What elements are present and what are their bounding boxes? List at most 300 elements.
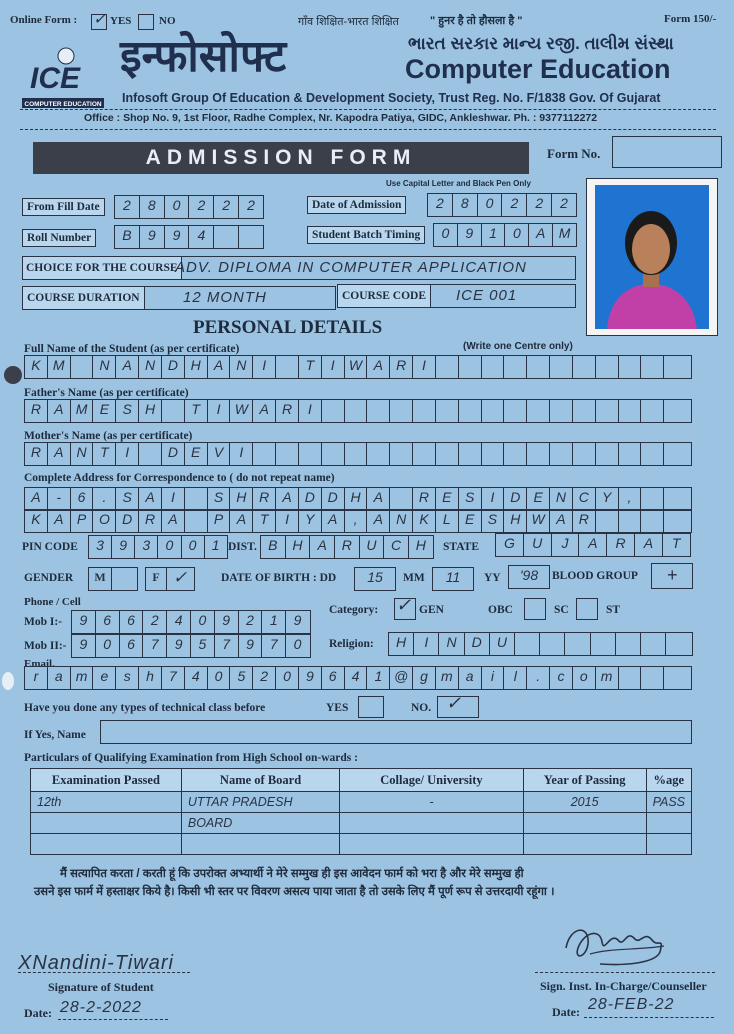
char-box: R [139, 510, 162, 532]
gender-f-check: ✓ [172, 568, 188, 587]
logo-text: ICE [30, 62, 81, 95]
char-box: Y [596, 488, 619, 510]
char-box: 2 [253, 667, 276, 689]
char-box: G [496, 534, 524, 556]
char-box: o [573, 667, 596, 689]
char-box: I [276, 510, 299, 532]
char-box: I [322, 356, 345, 378]
char-box: E [459, 510, 482, 532]
char-box [573, 400, 596, 422]
char-box: 9 [215, 611, 239, 633]
form-price: Form 150/- [664, 13, 717, 25]
char-box: O [93, 510, 116, 532]
char-box [664, 667, 686, 689]
online-yes-label: YES [110, 15, 132, 27]
char-box: S [482, 510, 505, 532]
mother-name-field[interactable] [24, 442, 692, 466]
category-gen-label: GEN [419, 604, 444, 616]
char-box: 1 [367, 667, 390, 689]
char-box: 7 [215, 635, 239, 657]
qualifying-table [30, 768, 692, 855]
char-box: I [413, 356, 436, 378]
char-box: H [139, 400, 162, 422]
cell[interactable]: BOARD [181, 813, 339, 834]
cell[interactable] [646, 813, 691, 834]
computer-education-title: Computer Education [405, 54, 671, 84]
char-box [413, 443, 436, 465]
char-box [71, 356, 94, 378]
personal-details-heading: PERSONAL DETAILS [193, 317, 383, 338]
brand-hindi: इन्फोसोफ्ट [120, 32, 287, 81]
char-box: R [573, 510, 596, 532]
char-box: 5 [191, 635, 215, 657]
capital-note: Use Capital Letter and Black Pen Only [386, 179, 531, 188]
qualifying-heading: Particulars of Qualifying Examination from High School on-wards : [24, 752, 358, 764]
pin-label: PIN CODE [22, 541, 78, 553]
char-box: 5 [230, 667, 253, 689]
dob-yy-label: YY [484, 572, 501, 584]
char-box: 2 [143, 611, 167, 633]
gender-f-field[interactable]: F ✓ [145, 567, 195, 591]
char-box [527, 356, 550, 378]
char-box: I [116, 443, 139, 465]
dob-mm-label: MM [403, 572, 425, 584]
char-box: P [208, 510, 231, 532]
course-code-label: COURSE CODE [338, 285, 431, 307]
course-code-value: ICE 001 [456, 287, 518, 304]
char-box: R [276, 400, 299, 422]
char-box [596, 356, 619, 378]
char-box [527, 443, 550, 465]
online-form-label: Online Form : [10, 14, 78, 26]
table-row[interactable] [31, 834, 692, 855]
religion-field[interactable] [388, 632, 693, 656]
student-date-label: Date: [24, 1006, 52, 1020]
char-box [619, 510, 642, 532]
char-box: D [116, 510, 139, 532]
from-fill-date-field[interactable]: 2 8 0 2 2 2 [114, 195, 264, 219]
tech-no-checkbox[interactable]: ✓ [437, 696, 479, 718]
char-box: A [253, 400, 276, 422]
char-box: S [116, 400, 139, 422]
char-box: l [504, 667, 527, 689]
char-box: N [550, 488, 573, 510]
char-box: e [93, 667, 116, 689]
char-box: K [413, 510, 436, 532]
col-percentage: %age [646, 769, 691, 792]
char-box [515, 633, 540, 655]
char-box: s [116, 667, 139, 689]
char-box: E [93, 400, 116, 422]
address-line-1[interactable] [24, 487, 692, 511]
category-st-label: ST [606, 604, 621, 616]
char-box: . [93, 488, 116, 510]
date-of-admission-field[interactable]: 2 8 0 2 2 2 [427, 193, 577, 217]
char-box: R [25, 400, 48, 422]
char-box [664, 443, 686, 465]
char-box [253, 443, 276, 465]
char-box [619, 400, 642, 422]
dob-mm-field[interactable]: 11 [432, 567, 474, 591]
cell[interactable] [523, 813, 646, 834]
char-box: W [527, 510, 550, 532]
char-box: 6 [120, 611, 144, 633]
slogan-hindi: " हुनर है तो हौसला है " [430, 15, 523, 27]
full-name-field[interactable] [24, 355, 692, 379]
char-box [527, 400, 550, 422]
mob2-label: Mob II:- [24, 640, 67, 652]
char-box: U [490, 633, 515, 655]
char-box: A [276, 488, 299, 510]
declaration-line-1: मैं सत्यापित करता / करती हूं कि उपरोक्त अभ्यार्थी ने मेरे सम्मुख ही इस आवेदन फार्म को भरा है और मेरे सम्मुख ही [60, 868, 524, 880]
char-box: A [48, 443, 71, 465]
char-box: J [552, 534, 580, 556]
char-box [322, 400, 345, 422]
char-box: U [524, 534, 552, 556]
incharge-date-line [584, 1017, 714, 1018]
char-box [550, 356, 573, 378]
char-box [641, 356, 664, 378]
course-duration-field[interactable] [22, 286, 336, 310]
char-box [619, 667, 642, 689]
cell[interactable]: 12th [31, 792, 182, 813]
char-box: 4 [167, 611, 191, 633]
char-box: D [504, 488, 527, 510]
full-name-label: Full Name of the Student (as per certificate) [24, 343, 240, 355]
category-gen-checkbox[interactable]: ✓ [394, 598, 416, 620]
char-box [616, 633, 641, 655]
char-box: H [389, 633, 414, 655]
char-box: 1 [211, 537, 220, 553]
address-label: Complete Address for Correspondence to ( do not repeat name) [24, 472, 335, 484]
course-code-field[interactable] [337, 284, 576, 308]
pin-field[interactable] [88, 535, 228, 559]
char-box: 4 [185, 667, 208, 689]
char-box: i [482, 667, 505, 689]
char-box [459, 443, 482, 465]
category-sc-checkbox[interactable] [576, 598, 598, 620]
char-box [299, 443, 322, 465]
char-box: V [208, 443, 231, 465]
char-box [459, 356, 482, 378]
char-box: N [139, 356, 162, 378]
char-box: I [482, 488, 505, 510]
course-choice-value: ADV. DIPLOMA IN COMPUTER APPLICATION [175, 259, 527, 276]
char-box: 3 [89, 536, 112, 558]
char-box [619, 443, 642, 465]
char-box [641, 633, 666, 655]
char-box: E [436, 488, 459, 510]
col-board: Name of Board [181, 769, 339, 792]
char-box [550, 400, 573, 422]
char-box: N [93, 356, 116, 378]
category-obc-checkbox[interactable] [524, 598, 546, 620]
roll-number-label: Roll Number [22, 229, 96, 247]
mob1-field[interactable] [71, 610, 311, 634]
char-box: I [162, 488, 185, 510]
char-box: 6 [322, 667, 345, 689]
char-box: 6 [96, 611, 120, 633]
char-box [664, 400, 686, 422]
char-box: A [208, 356, 231, 378]
char-box: A [322, 510, 345, 532]
char-box [436, 400, 459, 422]
char-box: N [71, 443, 94, 465]
char-box: 9 [72, 611, 96, 633]
char-box: 9 [299, 667, 322, 689]
char-box: 0 [208, 667, 231, 689]
char-box: M [48, 356, 71, 378]
char-box [390, 400, 413, 422]
divider-top [20, 109, 716, 110]
char-box [459, 400, 482, 422]
char-box: - [48, 488, 71, 510]
char-box: m [436, 667, 459, 689]
char-box: D [465, 633, 490, 655]
dob-yy-field[interactable]: '98 [508, 565, 550, 589]
char-box [413, 400, 436, 422]
char-box: A [367, 356, 390, 378]
incharge-date-value: 28-FEB-22 [588, 996, 675, 1013]
category-obc-label: OBC [488, 604, 513, 616]
dob-dd-field[interactable]: 15 [354, 567, 396, 591]
char-box [482, 400, 505, 422]
char-box: S [116, 488, 139, 510]
category-label: Category: [329, 604, 379, 616]
cell[interactable]: PASS [646, 792, 691, 813]
char-box [390, 488, 413, 510]
char-box [550, 443, 573, 465]
char-box [641, 667, 664, 689]
declaration-line-2: उसने इस फार्म में हस्ताक्षर किये है। किसी भी स्तर पर विवरण असत्य पाया जाता है तो उसके लिए मैं पूर्ण रूप से उत्तरदायी रहूंगा । [34, 886, 555, 898]
roll-number-field[interactable]: B 9 9 4 [114, 225, 264, 249]
char-box: R [413, 488, 436, 510]
char-box: h [139, 667, 162, 689]
char-box: c [550, 667, 573, 689]
from-fill-date-label: From Fill Date [22, 198, 105, 216]
cell[interactable] [31, 834, 182, 855]
char-box: 9 [112, 536, 135, 558]
char-box: H [286, 536, 311, 558]
char-box: g [413, 667, 436, 689]
char-box: W [345, 356, 368, 378]
address-line-2[interactable] [24, 509, 692, 533]
char-box: 6 [71, 488, 94, 510]
tagline-hindi: गाँव शिक्षित-भारत शिक्षित [298, 16, 399, 28]
char-box: 0 [276, 667, 299, 689]
char-box [619, 356, 642, 378]
char-box [664, 356, 686, 378]
char-box: B [261, 536, 286, 558]
char-box: C [573, 488, 596, 510]
char-box [504, 443, 527, 465]
char-box: I [299, 400, 322, 422]
incharge-date-label: Date: [552, 1005, 580, 1019]
student-signature-label: Signature of Student [48, 980, 154, 994]
col-exam-passed: Examination Passed [31, 769, 182, 792]
char-box: , [619, 488, 642, 510]
cell[interactable]: - [340, 792, 523, 813]
char-box: @ [390, 667, 413, 689]
char-box: I [208, 400, 231, 422]
char-box [345, 443, 368, 465]
char-box: N [390, 510, 413, 532]
char-box: A [162, 510, 185, 532]
cell[interactable]: 2015 [523, 792, 646, 813]
govt-line: ભારત સરકાર માન્ય રજી. તાલીમ સંસ્થા [408, 34, 674, 53]
cell[interactable] [181, 834, 339, 855]
father-name-field[interactable] [24, 399, 692, 423]
tech-yes-checkbox[interactable] [358, 696, 384, 718]
char-box: U [360, 536, 385, 558]
char-box [276, 443, 299, 465]
incharge-sig-line [535, 972, 715, 973]
char-box: I [230, 443, 253, 465]
form-no-field[interactable] [612, 136, 722, 168]
char-box: I [414, 633, 439, 655]
char-box [367, 400, 390, 422]
char-box [322, 443, 345, 465]
char-box: D [162, 443, 185, 465]
char-box: A [25, 488, 48, 510]
char-box [573, 356, 596, 378]
gender-m-field[interactable]: M [88, 567, 138, 591]
cell[interactable] [31, 813, 182, 834]
form-title: ADMISSION FORM [145, 146, 417, 169]
char-box: H [185, 356, 208, 378]
mother-name-label: Mother's Name (as per certificate) [24, 430, 193, 442]
char-box [641, 488, 664, 510]
char-box: N [439, 633, 464, 655]
char-box: M [71, 400, 94, 422]
char-box: T [185, 400, 208, 422]
char-box: A [635, 534, 663, 556]
char-box: W [230, 400, 253, 422]
char-box [504, 400, 527, 422]
char-box: . [527, 667, 550, 689]
char-box [573, 443, 596, 465]
char-box: A [116, 356, 139, 378]
char-box [367, 443, 390, 465]
char-box: A [48, 400, 71, 422]
char-box: P [71, 510, 94, 532]
table-row[interactable] [31, 813, 692, 834]
char-box: m [71, 667, 94, 689]
logo-sub: COMPUTER EDUCATION [24, 101, 102, 108]
char-box: R [25, 443, 48, 465]
table-row[interactable] [31, 792, 692, 813]
cell[interactable]: UTTAR PRADESH [181, 792, 339, 813]
cell[interactable] [523, 834, 646, 855]
batch-timing-label: Student Batch Timing [307, 226, 425, 244]
char-box [482, 443, 505, 465]
char-box: 2 [239, 611, 263, 633]
char-box [482, 356, 505, 378]
state-field[interactable] [495, 533, 691, 557]
course-duration-value: 12 MONTH [183, 289, 267, 306]
char-box: R [335, 536, 360, 558]
if-yes-field[interactable] [100, 720, 692, 744]
state-label: STATE [443, 541, 480, 553]
father-name-label: Father's Name (as per certificate) [24, 387, 189, 399]
char-box: 9 [167, 635, 191, 657]
char-box [596, 510, 619, 532]
char-box [666, 633, 690, 655]
centre-note: (Write one Centre only) [463, 341, 573, 352]
blood-group-field[interactable]: + [651, 563, 693, 589]
char-box [641, 443, 664, 465]
char-box: S [459, 488, 482, 510]
char-box [596, 400, 619, 422]
char-box: D [162, 356, 185, 378]
char-box: 3 [135, 536, 158, 558]
blood-group-label: BLOOD GROUP [552, 570, 638, 582]
email-field[interactable] [24, 666, 692, 690]
col-university: Collage/ University [340, 769, 523, 792]
mob2-field[interactable] [71, 634, 311, 658]
char-box: A [48, 510, 71, 532]
religion-label: Religion: [329, 638, 374, 650]
char-box: H [230, 488, 253, 510]
char-box: H [504, 510, 527, 532]
char-box: A [139, 488, 162, 510]
course-choice-field[interactable] [22, 256, 576, 280]
online-no-checkbox[interactable] [138, 14, 154, 30]
phone-label: Phone / Cell [24, 596, 81, 608]
char-box [504, 356, 527, 378]
cell[interactable] [340, 813, 523, 834]
char-box: 0 [182, 536, 205, 558]
cell[interactable] [646, 834, 691, 855]
email-label: Email. [24, 658, 55, 670]
char-box: a [48, 667, 71, 689]
char-box: Y [299, 510, 322, 532]
char-box: A [367, 488, 390, 510]
char-box [139, 443, 162, 465]
char-box: 1 [262, 611, 286, 633]
char-box [276, 356, 299, 378]
char-box [591, 633, 616, 655]
incharge-signature [560, 918, 670, 972]
char-box [436, 443, 459, 465]
dist-label: DIST. [228, 541, 257, 553]
char-box: C [384, 536, 409, 558]
course-duration-label: COURSE DURATION [23, 287, 145, 309]
char-box [162, 400, 185, 422]
char-box: N [230, 356, 253, 378]
char-box: 9 [72, 635, 96, 657]
if-yes-label: If Yes, Name [24, 729, 86, 741]
char-box: , [345, 510, 368, 532]
batch-timing-field[interactable]: 0 9 1 0 A M [433, 223, 577, 247]
char-box [436, 356, 459, 378]
char-box: H [345, 488, 368, 510]
cell[interactable] [340, 834, 523, 855]
char-box: E [527, 488, 550, 510]
char-box: R [607, 534, 635, 556]
char-box [664, 510, 686, 532]
student-sig-line [18, 972, 190, 973]
ice-logo [22, 44, 104, 110]
category-sc-label: SC [554, 604, 569, 616]
dist-field[interactable] [260, 535, 434, 559]
char-box: a [459, 667, 482, 689]
char-box [185, 488, 208, 510]
online-yes-checkbox[interactable]: ✓ [93, 11, 108, 28]
char-box: 9 [239, 635, 263, 657]
char-box: K [25, 510, 48, 532]
char-box: L [436, 510, 459, 532]
